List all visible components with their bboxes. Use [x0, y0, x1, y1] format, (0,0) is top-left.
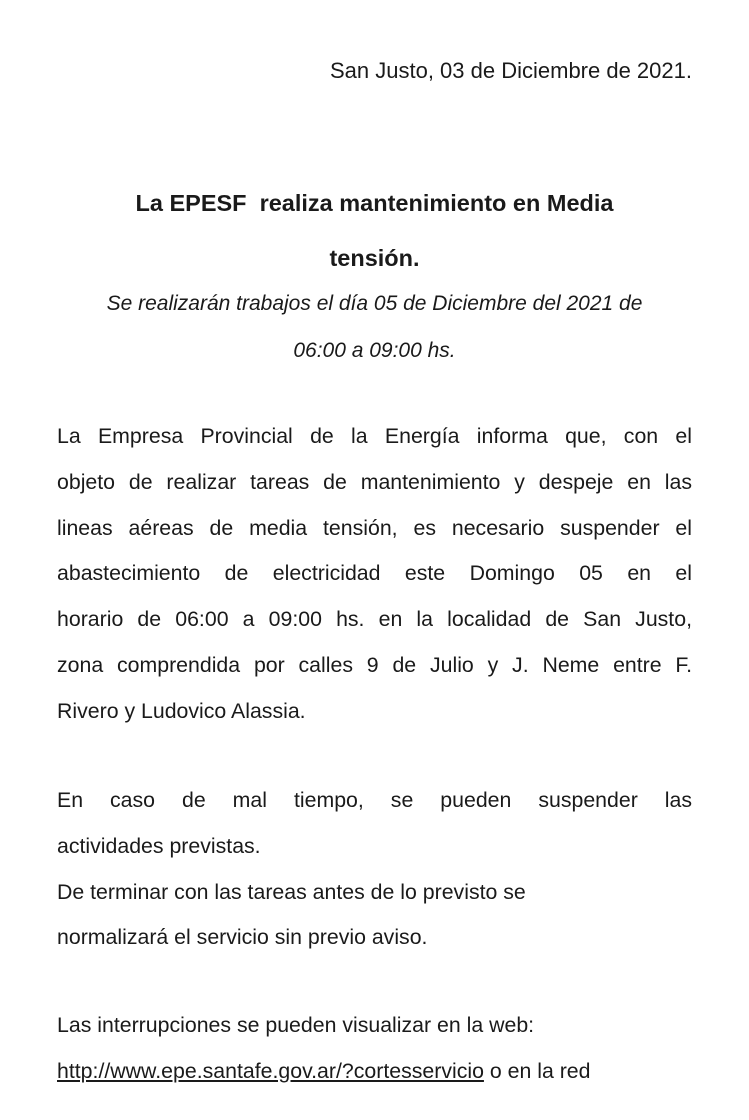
subtitle-line-1: Se realizarán trabajos el día 05 de Diciembre del 2021 de: [106, 292, 643, 315]
body-paragraph-2: [57, 778, 692, 961]
body-paragraph-1: [57, 414, 692, 735]
body1-line: Rivero y Ludovico Alassia.: [57, 698, 306, 723]
body2-line: actividades previstas.: [57, 833, 261, 858]
body2-line: normalizará el servicio sin previo aviso.: [57, 925, 428, 950]
body1-line: lineas aéreas de media tensión, es necesario suspender el: [57, 515, 692, 540]
body2-line: En caso de mal tiempo, se pueden suspender las: [57, 788, 692, 812]
body1-line: La Empresa Provincial de la Energía informa que, con el: [57, 424, 692, 448]
cortes-servicio-link[interactable]: http://www.epe.santafe.gov.ar/?cortesservicio: [57, 1058, 484, 1083]
body-paragraph-3: [57, 1003, 692, 1095]
subtitle-line-2: 06:00 a 09:00 hs.: [293, 339, 456, 362]
body3-line-1: Las interrupciones se pueden visualizar en la web:: [57, 1013, 535, 1037]
body1-line: abastecimiento de electricidad este Domingo 05 en el: [57, 561, 692, 586]
body1-line: objeto de realizar tareas de mantenimiento y despeje en las: [57, 469, 692, 494]
body3-line-2: [57, 1049, 692, 1095]
letter-date: San Justo, 03 de Diciembre de 2021.: [329, 58, 692, 83]
body3-line-2-suffix: o en la red: [483, 1058, 591, 1083]
body1-line: horario de 06:00 a 09:00 hs. en la localidad de San Justo,: [57, 607, 692, 632]
title-line-1: La EPESF realiza mantenimiento en Media: [135, 190, 614, 216]
body1-line: zona comprendida por calles 9 de Julio y J. Neme entre F.: [57, 652, 692, 677]
letter-subtitle: [57, 280, 692, 374]
title-line-2: tensión.: [329, 245, 420, 271]
body2-line: De terminar con las tareas antes de lo previsto se: [57, 879, 526, 904]
letter-title: [57, 176, 692, 286]
